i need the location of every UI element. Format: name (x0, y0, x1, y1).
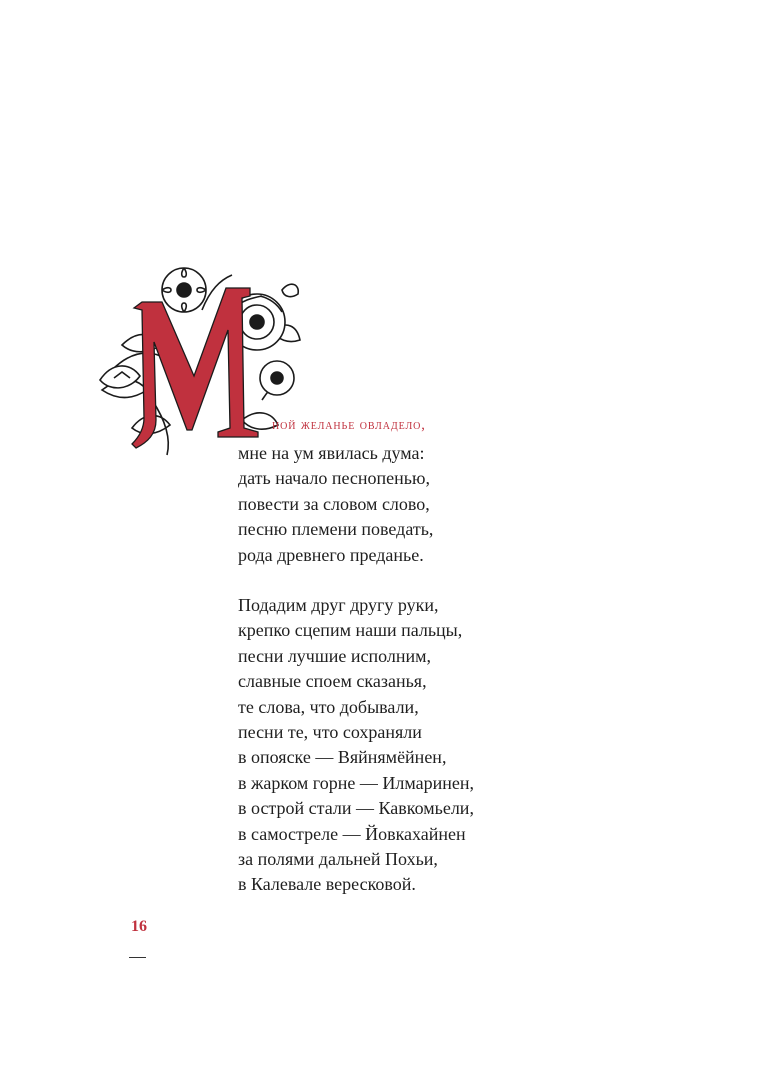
stanza-1 (238, 441, 433, 568)
verse-line: рода древнего преданье. (238, 544, 424, 565)
page-number: 16 (131, 918, 147, 935)
verse-line: Подадим друг другу руки, (238, 595, 439, 615)
verse-line: крепко сцепим наши пальцы, (238, 620, 463, 641)
verse-line: песни те, что сохраняли (238, 722, 422, 743)
verse-line: песню племени поведать, (238, 519, 434, 540)
verse-line: в опояске — Вяйнямёйнен, (238, 747, 447, 768)
verse-line: в самостреле — Йовкахайнен (238, 823, 466, 844)
verse-line: повести за словом слово, (238, 493, 430, 514)
first-line-small-caps: ной желанье овладело, (272, 417, 426, 433)
stanza-2 (238, 593, 474, 898)
verse-line: за полями дальней Похьи, (238, 849, 438, 870)
verse-line: песни лучшие исполним, (238, 645, 431, 666)
verse-line: дать начало песнопенью, (238, 468, 430, 489)
verse-line: мне на ум явилась дума: (238, 443, 425, 463)
verse-line: в Калевале вересковой. (238, 874, 416, 895)
verse-line: в острой стали — Кавкомьели, (238, 798, 474, 819)
verse-line: те слова, что добывали, (238, 696, 419, 717)
verse-line: в жарком горне — Илмаринен, (238, 772, 474, 793)
page-number-rule (129, 957, 146, 958)
verse-line: славные споем сказанья, (238, 671, 427, 692)
